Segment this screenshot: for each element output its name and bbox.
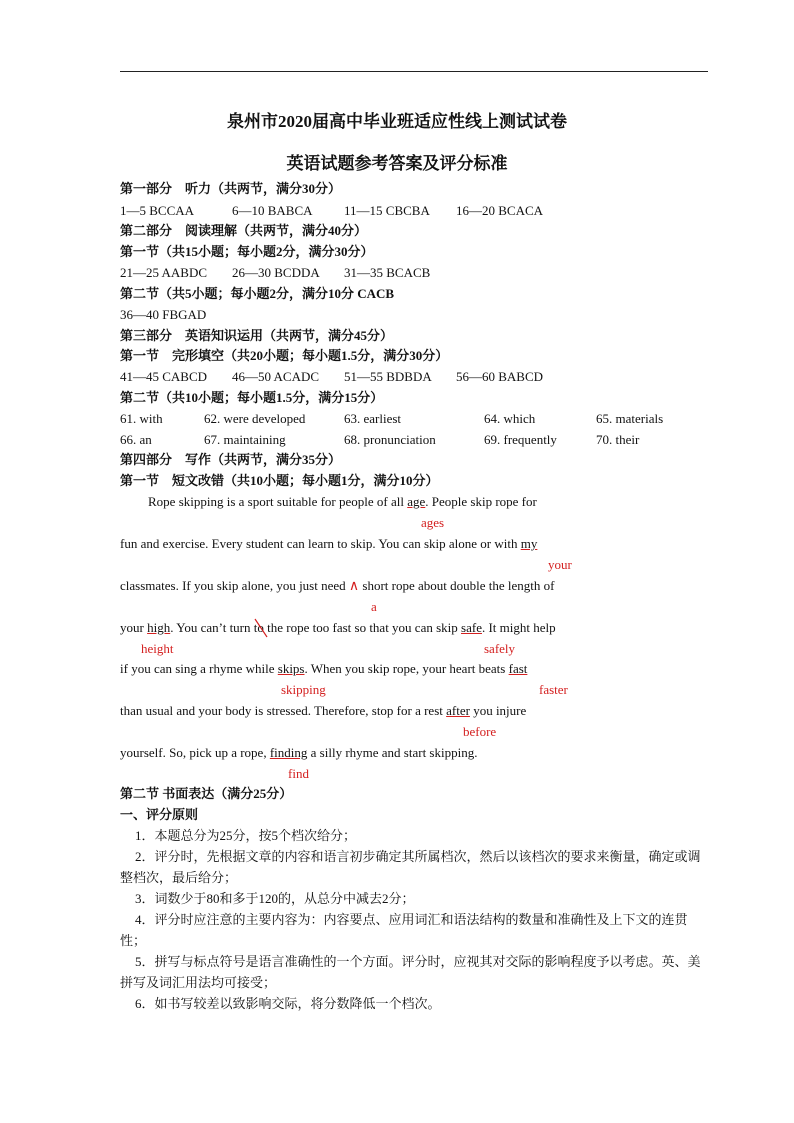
part4-heading: 第四部分 写作（共两节，满分35分） [120,452,342,467]
grammar-answer: 63. earliest [344,411,402,426]
essay-line: than usual and your body is stressed. Therefore, stop for a rest after you injure [120,703,527,718]
error-word: high [147,620,171,635]
principle-item: 6．如书写较差以致影响交际，将分数降低一个档次。 [135,996,441,1011]
part1-heading: 第一部分 听力（共两节，满分30分） [120,181,342,196]
correction: your [548,557,572,572]
correction: height [141,641,174,656]
part4-sec1-heading: 第一节 短文改错（共10小题；每小题1分，满分10分） [120,473,439,488]
essay-line: fun and exercise. Every student can learn to skip. You can skip alone or with my [120,536,538,551]
part1-answer: 16—20 BCACA [456,203,544,218]
error-word: after [446,703,470,718]
insert-caret-icon: ∧ [348,579,360,594]
grammar-answer: 61. with [120,411,163,426]
part3-sec1-heading: 第一节 完形填空（共20小题；每小题1.5分，满分30分） [120,348,449,363]
essay-line: your high. You can’t turn to the rope too fast so that you can skip safe. It might help [120,620,556,636]
document-subtitle: 英语试题参考答案及评分标准 [286,154,508,173]
essay-line: yourself. So, pick up a rope, finding a silly rhyme and start skipping. [120,745,478,760]
part3-sec1-answer: 41—45 CABCD [120,369,208,384]
principle-item: 4．评分时应注意的主要内容为：内容要点、应用词汇和语法结构的数量和准确性及上下文的连贯性； [120,912,688,948]
principle-item: 1．本题总分为25分，按5个档次给分； [135,828,357,843]
part2-sec1-answer: 21—25 AABDC [120,265,208,280]
principle-item: 2．评分时，先根据文章的内容和语言初步确定其所属档次，然后以该档次的要求来衡量，确定或调整档次，最后给分； [120,849,701,885]
part2-sec2-answer: 36—40 FBGAD [120,307,207,322]
error-word: fast [508,661,528,676]
error-word: my [520,536,538,551]
document-title: 泉州市2020届高中毕业班适应性线上测试试卷 [227,112,567,131]
part2-sec2-heading: 第二节（共5小题；每小题2分，满分10分 CACB [120,286,395,301]
part3-sec1-answer: 51—55 BDBDA [344,369,432,384]
part1-answer: 11—15 CBCBA [344,203,430,218]
part3-sec1-answer: 46—50 ACADC [232,369,320,384]
part2-sec1-answer: 26—30 BCDDA [232,265,320,280]
grammar-answer: 66. an [120,432,152,447]
part1-answer: 6—10 BABCA [232,203,313,218]
correction: faster [539,682,568,697]
grammar-answer: 70. their [596,432,640,447]
part2-sec1-answer: 31—35 BCACB [344,265,431,280]
essay-line: if you can sing a rhyme while skips. When you skip rope, your heart beats fast [120,661,528,676]
correction: a [371,599,377,614]
grammar-answer: 62. were developed [204,411,306,426]
grammar-answer: 64. which [484,411,536,426]
principle-item: 5．拼写与标点符号是语言准确性的一个方面。评分时，应视其对交际的影响程度予以考虑。英、美拼写及词汇用法均可接受； [120,954,701,990]
part2-sec1-heading: 第一节（共15小题；每小题2分，满分30分） [120,244,374,259]
correction: ages [421,515,445,530]
correction: before [463,724,497,739]
essay-line: classmates. If you skip alone, you just need ∧ short rope about double the length of [120,578,555,594]
part3-sec2-heading: 第二节（共10小题；每小题1.5分，满分15分） [120,390,384,405]
part4-sec2-heading: 第二节 书面表达（满分25分） [120,786,293,801]
grammar-answer: 68. pronunciation [344,432,436,447]
grammar-answer: 65. materials [596,411,664,426]
delete-slash-icon [253,618,269,638]
correction: safely [484,641,516,656]
error-word: finding [269,745,308,760]
part3-heading: 第三部分 英语知识运用（共两节，满分45分） [120,328,394,343]
part2-heading: 第二部分 阅读理解（共两节，满分40分） [120,223,368,238]
part3-sec1-answer: 56—60 BABCD [456,369,544,384]
grammar-answer: 69. frequently [484,432,557,447]
essay-line: Rope skipping is a sport suitable for people of all age. People skip rope for [148,494,537,509]
principles-heading: 一、评分原则 [120,807,199,822]
grammar-answer: 67. maintaining [204,432,286,447]
correction: skipping [281,682,326,697]
correction: find [288,766,309,781]
error-word: skips [277,661,305,676]
error-word: age [407,494,426,509]
error-word: safe [461,620,482,635]
part1-answer: 1—5 BCCAA [120,203,195,218]
principle-item: 3．词数少于80和多于120的，从总分中减去2分； [135,891,415,906]
header-rule [120,71,708,72]
deleted-word: to [254,620,264,636]
